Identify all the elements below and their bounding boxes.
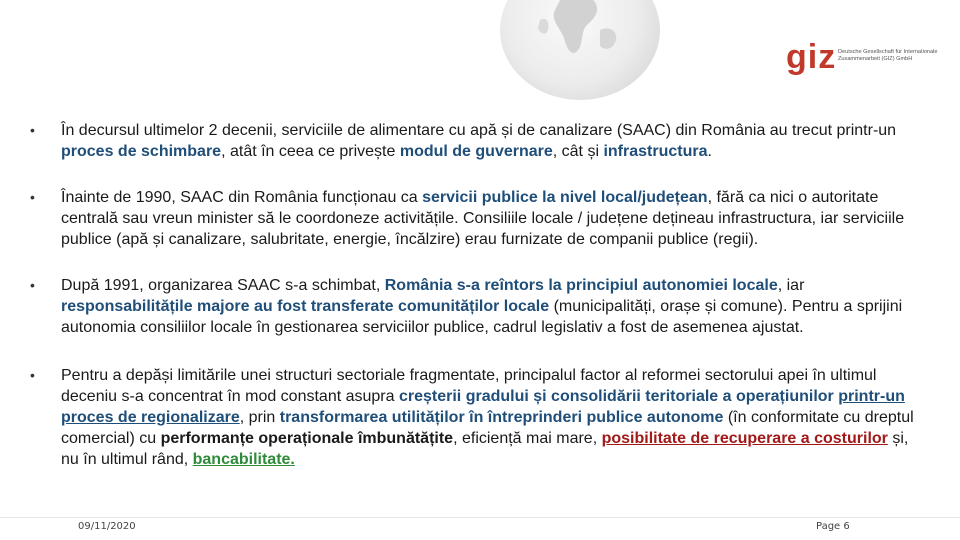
red-highlight-text: posibilitate de recuperare a costurilor (601, 430, 888, 447)
highlight-text: creșterii gradului și consolidării teritoriale a operațiunilor (398, 388, 839, 405)
highlight-underlined-text: printr-un proces de regionalizare (61, 388, 905, 426)
bullet-list (30, 120, 930, 470)
highlight-text: infrastructura (603, 143, 708, 160)
footer-date: 09/11/2020 (78, 521, 136, 532)
globe-graphic (500, 0, 660, 100)
highlight-text: proces de schimbare (61, 143, 222, 160)
text: În decursul ultimelor 2 decenii, serviciile de alimentare cu apă și de canalizare (SAAC) din România au trecut printr-un (61, 122, 897, 139)
bullet-item (30, 187, 930, 250)
text: și, nu în ultimul rând, (61, 430, 909, 468)
page-number: Page 6 (816, 521, 850, 532)
text: , atât în ceea ce privește (221, 143, 400, 160)
highlight-text: responsabilitățile majore au fost transferate comunităților locale (61, 298, 550, 315)
text: , iar (777, 277, 805, 294)
text: , eficiență mai mare, (453, 430, 602, 447)
text: , fără ca nici o autoritate centrală sau vreun minister să le coordoneze activitățile. Consiliile locale / județene dețineau infrastructura, iar serviciile publice (apă și canalizare, salubritate, energie, încălzire) erau furnizate de companii publice (regii). (61, 189, 905, 248)
highlight-text: servicii publice la nivel local/județean (422, 189, 708, 206)
globe-continents (500, 0, 660, 100)
text: Pentru a depăși limitările unei structuri sectoriale fragmentate, principalul factor al reformei sectorului apei în ultimul deceniu s-a concentrat în mod constant asupra (61, 367, 877, 405)
text: (în conformitate cu dreptul comercial) cu (61, 409, 914, 447)
text: Înainte de 1990, SAAC din România funcționau ca (61, 189, 423, 206)
text: , prin (239, 409, 280, 426)
footer-divider (0, 517, 960, 518)
text: , cât și (552, 143, 604, 160)
bullet-dot-icon: • (30, 189, 35, 205)
highlight-text: transformarea utilităților în întreprinderi publice autonome (279, 409, 724, 426)
bullet-item (30, 365, 930, 470)
text: . (707, 143, 712, 160)
bullet-dot-icon: • (30, 277, 35, 293)
giz-logo-mark: giz (786, 38, 837, 76)
highlight-text: modul de guvernare (399, 143, 553, 160)
green-highlight-text: bancabilitate. (192, 451, 295, 468)
bullet-dot-icon: • (30, 122, 35, 138)
bullet-dot-icon: • (30, 367, 35, 383)
bullet-item (30, 120, 930, 162)
text: (municipalități, orașe și comune). Pentru a sprijini autonomia consiliilor locale în gestionarea serviciilor publice, cadrul legislativ a fost de asemenea ajustat. (61, 298, 903, 336)
text: După 1991, organizarea SAAC s-a schimbat, (61, 277, 385, 294)
bullet-item (30, 275, 930, 338)
giz-logo-text: Deutsche Gesellschaft für Internationale Zusammenarbeit (GIZ) GmbH (838, 49, 938, 62)
bold-text: performanțe operaționale îmbunătățite (160, 430, 454, 447)
highlight-text: România s-a reîntors la principiul autonomiei locale (384, 277, 778, 294)
